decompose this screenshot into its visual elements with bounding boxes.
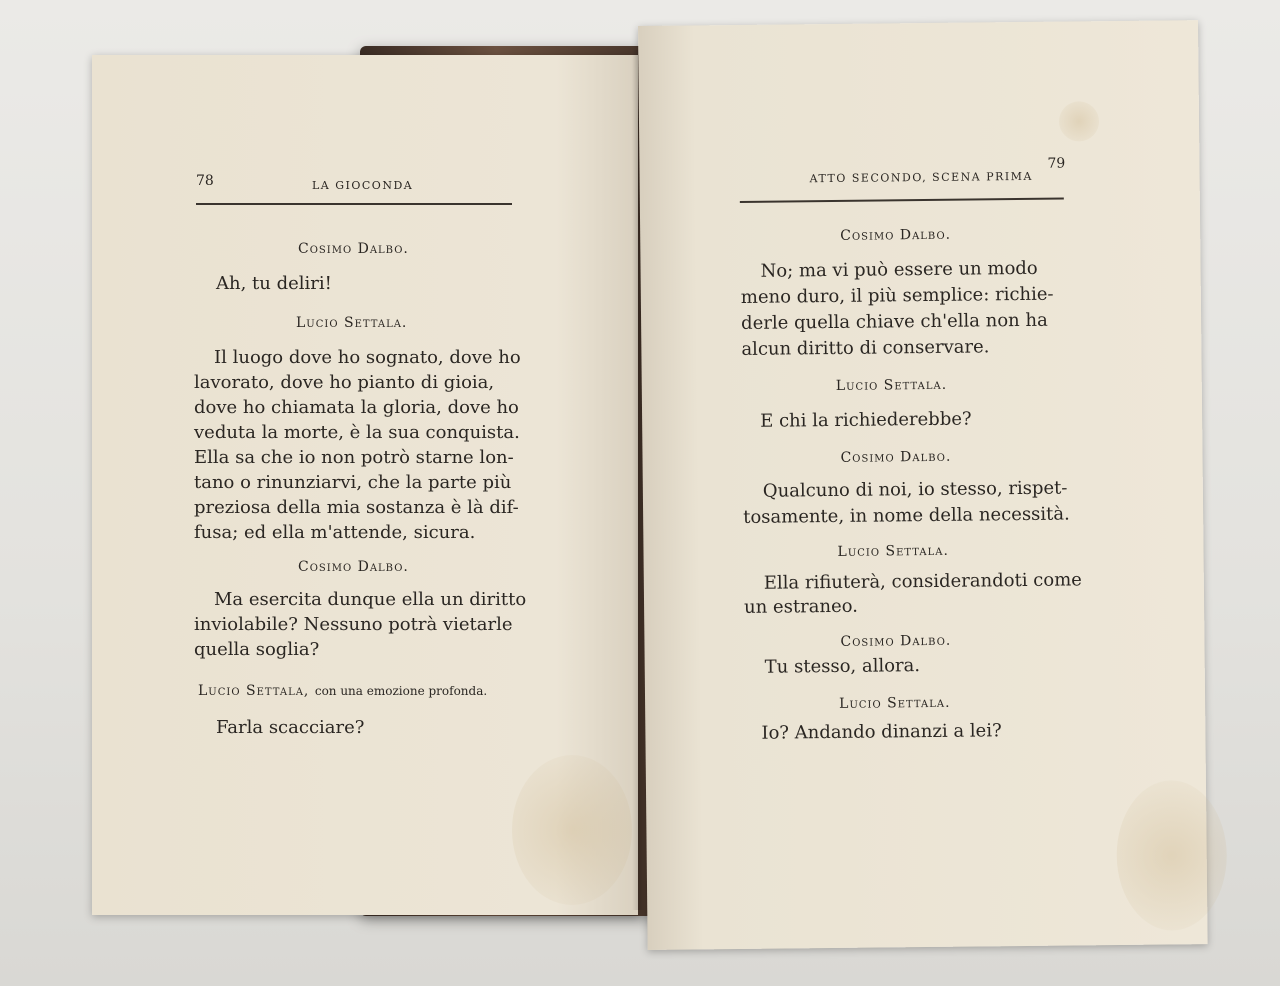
dialogue-line: Ella sa che io non potrò starne lon- — [194, 447, 514, 468]
dialogue-line: quella soglia? — [194, 639, 320, 660]
dialogue-line: dove ho chiamata la gloria, dove ho — [194, 397, 519, 418]
stage-direction: con una emozione profonda. — [314, 684, 488, 698]
dialogue-line: Il luogo dove ho sognato, dove ho — [214, 347, 521, 368]
dialogue-line: veduta la morte, è la sua conquista. — [194, 422, 520, 443]
running-head: ATTO SECONDO, SCENA PRIMA — [809, 169, 1034, 186]
page-number: 79 — [1047, 155, 1066, 172]
page-stain — [1116, 780, 1228, 931]
left-page — [92, 55, 638, 915]
dialogue-line: Ah, tu deliri! — [216, 273, 332, 294]
speaker-name: Lucio Settala, — [198, 683, 310, 699]
dialogue-line: Ma esercita dunque ella un diritto — [214, 589, 527, 610]
speaker-with-direction — [198, 683, 487, 699]
page-stain — [512, 755, 632, 905]
dialogue-line: Io? Andando dinanzi a lei? — [761, 720, 1002, 744]
dialogue-line: E chi la richiederebbe? — [760, 408, 972, 432]
dialogue-line: Qualcuno di noi, io stesso, rispet- — [762, 477, 1068, 502]
right-page — [638, 20, 1208, 950]
speaker-name: Cosimo Dalbo. — [840, 226, 952, 244]
dialogue-line: Tu stesso, allora. — [764, 655, 921, 678]
speaker-name: Lucio Settala. — [839, 694, 951, 712]
page-number: 78 — [196, 173, 214, 189]
dialogue-line: fusa; ed ella m'attende, sicura. — [194, 522, 476, 543]
header-rule — [740, 198, 1064, 203]
dialogue-line: lavorato, dove ho pianto di gioia, — [194, 372, 495, 393]
dialogue-line: No; ma vi può essere un modo — [760, 257, 1038, 282]
running-head: LA GIOCONDA — [312, 179, 414, 192]
speaker-name: Cosimo Dalbo. — [840, 448, 952, 466]
speaker-name: Lucio Settala. — [296, 315, 408, 331]
dialogue-line: un estraneo. — [743, 595, 859, 618]
dialogue-line: meno duro, il più semplice: richie- — [740, 283, 1054, 308]
dialogue-line: tano o rinunziarvi, che la parte più — [194, 472, 512, 493]
dialogue-line: alcun diritto di conservare. — [741, 336, 990, 360]
dialogue-line: Farla scacciare? — [216, 717, 365, 738]
speaker-name: Lucio Settala. — [835, 376, 948, 394]
header-rule — [196, 203, 512, 205]
dialogue-line: preziosa della mia sostanza è là dif- — [194, 497, 519, 518]
speaker-name: Cosimo Dalbo. — [298, 241, 409, 257]
dialogue-line: Ella rifiuterà, considerandoti come — [763, 569, 1082, 594]
speaker-name: Cosimo Dalbo. — [298, 559, 409, 575]
speaker-name: Cosimo Dalbo. — [840, 632, 952, 650]
dialogue-line: derle quella chiave ch'ella non ha — [741, 309, 1048, 334]
page-stain — [1059, 101, 1099, 141]
speaker-name: Lucio Settala. — [837, 542, 949, 560]
dialogue-line: tosamente, in nome della necessità. — [743, 503, 1070, 528]
dialogue-line: inviolabile? Nessuno potrà vietarle — [194, 614, 513, 635]
